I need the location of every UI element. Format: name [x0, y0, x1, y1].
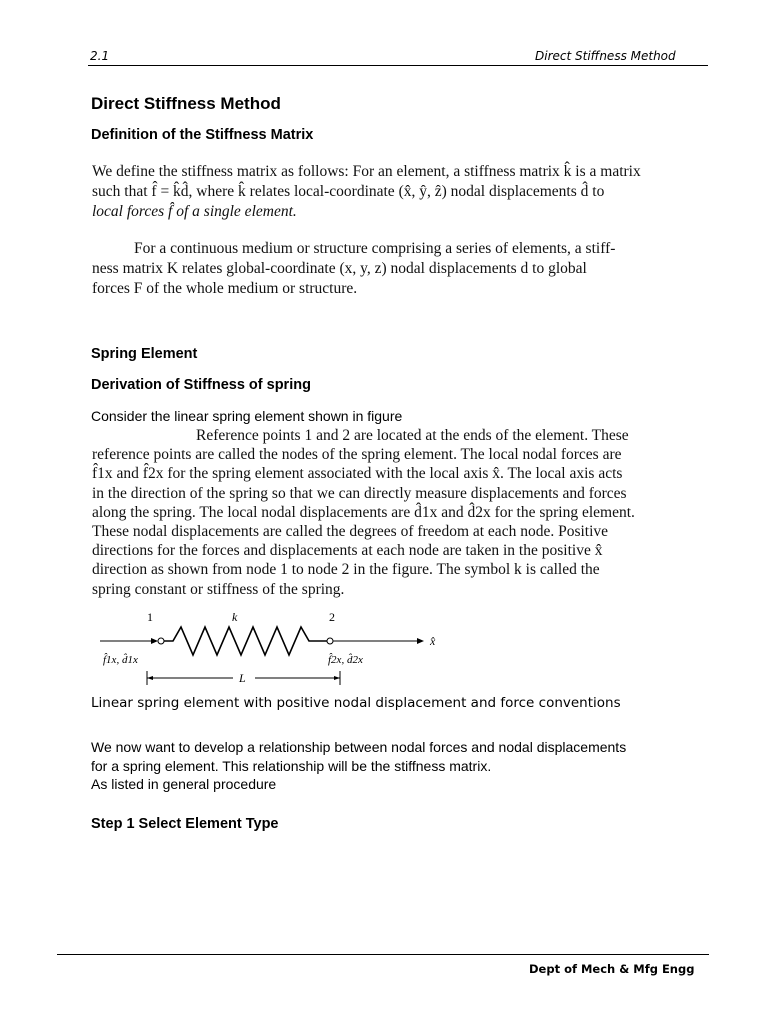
relationship-line: We now want to develop a relationship between nodal forces and nodal displacements [91, 739, 627, 755]
reference-line: f̂1x and f̂2x for the spring element associated with the local axis x̂. The local axis acts [92, 465, 623, 483]
continuum-line: forces F of the whole medium or structure. [92, 280, 358, 297]
relationship-line: for a spring element. This relationship will be the stiffness matrix. [91, 757, 492, 774]
spring-constant-label: k [232, 610, 238, 624]
right-node-force-label: f̂2x, d̂2x [328, 654, 363, 666]
axis-arrowhead [417, 638, 424, 644]
header-rule [88, 65, 708, 66]
node-2-circle [327, 638, 333, 644]
spring-element-figure [95, 605, 455, 690]
continuum-line: For a continuous medium or structure comprising a series of elements, a stiff- [134, 240, 616, 257]
reference-line: direction as shown from node 1 to node 2 in the figure. The symbol k is called the [92, 561, 600, 579]
length-arrowhead-left [147, 676, 153, 680]
definition-line: such that f̂ = k̂d̂, where k̂ relates local-coordinate (x̂, ŷ, ẑ) nodal displacements d̂ to [92, 183, 605, 200]
definition-heading: Definition of the Stiffness Matrix [91, 127, 314, 143]
spring-element-heading: Spring Element [91, 346, 198, 362]
continuum-line: ness matrix K relates global-coordinate (x, y, z) nodal displacements d to global [92, 260, 587, 277]
derivation-heading: Derivation of Stiffness of spring [91, 377, 311, 393]
left-force-arrowhead [151, 638, 158, 644]
reference-line: directions for the forces and displacements at each node are taken in the positive x̂ [92, 542, 603, 560]
header-section-number: 2.1 [90, 49, 110, 63]
left-node-force-label: f̂1x, d̂1x [103, 654, 138, 666]
node-2-label: 2 [329, 610, 335, 624]
relationship-paragraph [91, 738, 691, 794]
reference-paragraph [92, 426, 682, 599]
reference-line: in the direction of the spring so that we can directly measure displacements and forces [92, 484, 627, 502]
footer-department: Dept of Mech & Mfg Engg [529, 962, 695, 976]
axis-label: x̂ [430, 634, 436, 648]
consider-text: Consider the linear spring element shown in figure [91, 408, 403, 424]
length-label: L [239, 671, 246, 685]
spring-zigzag [164, 627, 327, 655]
node-1-label: 1 [147, 610, 153, 624]
reference-line: These nodal displacements are called the degrees of freedom at each node. Positive [92, 523, 609, 541]
definition-line: local forces f̂ of a single element. [92, 203, 297, 220]
page-title: Direct Stiffness Method [91, 94, 281, 113]
figure-caption: Linear spring element with positive nodal displacement and force conventions [91, 695, 621, 711]
step-1-heading: Step 1 Select Element Type [91, 816, 279, 832]
footer-rule [57, 954, 709, 955]
reference-line: Reference points 1 and 2 are located at the ends of the element. These [196, 427, 629, 444]
reference-line: along the spring. The local nodal displacements are d̂1x and d̂2x for the spring element. [92, 503, 635, 521]
definition-paragraph [92, 162, 682, 222]
reference-line: spring constant or stiffness of the spring. [92, 580, 345, 598]
reference-line: reference points are called the nodes of the spring element. The local nodal forces are [92, 446, 622, 464]
definition-line: We define the stiffness matrix as follows: For an element, a stiffness matrix k̂ is a matrix [92, 163, 641, 180]
continuum-paragraph [92, 239, 682, 299]
relationship-line: As listed in general procedure [91, 776, 277, 792]
length-arrowhead-right [334, 676, 340, 680]
node-1-circle [158, 638, 164, 644]
header-title: Direct Stiffness Method [535, 49, 676, 63]
